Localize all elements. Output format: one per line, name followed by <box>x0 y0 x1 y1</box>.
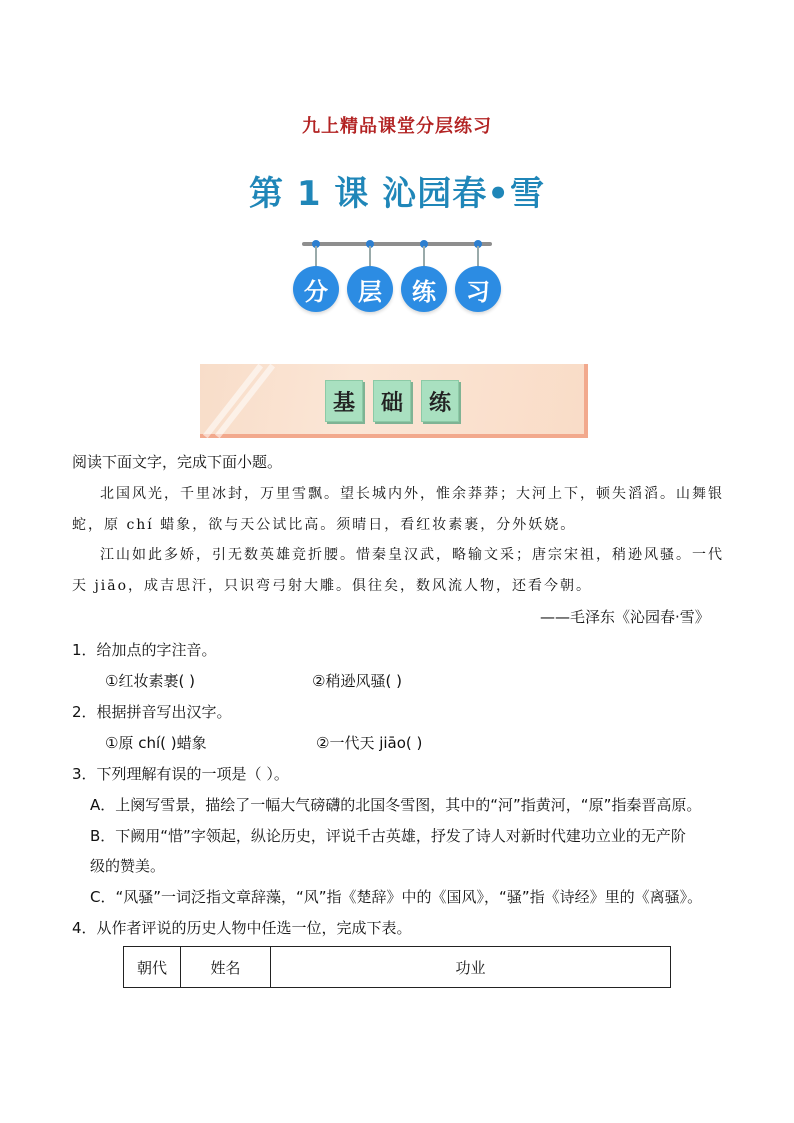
series-subtitle: 九上精品课堂分层练习 <box>302 116 492 137</box>
banner-string <box>477 246 479 268</box>
banner-circle: 层 <box>347 266 393 312</box>
question-2-item-a: ①原 chí( )蜡象 <box>105 734 207 752</box>
poem-line: 蛇，原 chí 蜡象，欲与天公试比高。须晴日，看红妆素裹，分外妖娆。 <box>72 517 577 533</box>
question-3-option-c: C．“风骚”一词泛指文章辞藻，“风”指《楚辞》中的《国风》，“骚”指《诗经》里的《离骚》。 <box>90 888 703 906</box>
question-3-option-a: A．上阕写雪景，描绘了一幅大气磅礴的北国冬雪图，其中的“河”指黄河，“原”指秦晋高原。 <box>90 796 702 814</box>
question-1-stem: 1．给加点的字注音。 <box>72 641 217 659</box>
question-2-stem: 2．根据拼音写出汉字。 <box>72 703 232 721</box>
question-3-option-b-cont: 级的赞美。 <box>90 857 166 875</box>
table-header-achievement: 功业 <box>455 958 486 977</box>
banner-string <box>423 246 425 268</box>
banner-string <box>315 246 317 268</box>
section-tile: 基 <box>325 380 363 422</box>
decorative-stripe <box>215 364 275 439</box>
section-tile: 础 <box>373 380 411 422</box>
question-4-stem: 4．从作者评说的历史人物中任选一位，完成下表。 <box>72 919 412 937</box>
banner-rail <box>302 242 492 246</box>
banner-string <box>369 246 371 268</box>
question-3-option-b: B．下阙用“惜”字领起，纵论历史，评说千古英雄，抒发了诗人对新时代建功立业的无产阶 <box>90 827 686 845</box>
banner-circle: 习 <box>455 266 501 312</box>
question-2-item-b: ②一代天 jiāo( ) <box>316 734 423 752</box>
table-header-dynasty: 朝代 <box>124 947 181 987</box>
poem-line: 北国风光，千里冰封，万里雪飘。望长城内外，惟余莽莽；大河上下，顿失滔滔。山舞银 <box>100 486 724 502</box>
banner-circle: 练 <box>401 266 447 312</box>
question-3-stem: 3．下列理解有误的一项是（ ）。 <box>72 765 289 783</box>
question-1-item-a: ①红妆素裹( ) <box>105 672 195 690</box>
question-1-item-b: ②稍逊风骚( ) <box>312 672 402 690</box>
reading-instruction: 阅读下面文字，完成下面小题。 <box>72 453 283 471</box>
answer-table <box>123 946 671 988</box>
banner-circle: 分 <box>293 266 339 312</box>
table-header-name: 姓名 <box>181 947 271 987</box>
decorative-stripe <box>203 364 263 439</box>
section-tile: 练 <box>421 380 459 422</box>
poem-attribution: ——毛泽东《沁园春·雪》 <box>540 608 710 626</box>
poem-line: 天 jiāo，成吉思汗，只识弯弓射大雕。俱往矣，数风流人物，还看今朝。 <box>72 578 593 594</box>
poem-line: 江山如此多娇，引无数英雄竞折腰。惜秦皇汉武，略输文采；唐宗宋祖，稍逊风骚。一代 <box>100 547 724 563</box>
lesson-title: 第 1 课 沁园春•雪 <box>249 174 545 214</box>
